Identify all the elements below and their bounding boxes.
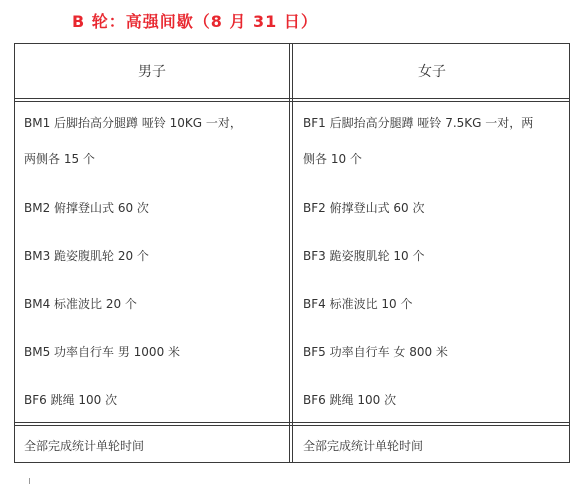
male-footer-note: 全部完成统计单轮时间 <box>24 438 145 453</box>
male-exercise-line: BM4 标准波比 20 个 <box>24 297 137 311</box>
female-exercise-line: 侧各 10 个 <box>303 152 362 166</box>
page-title: B 轮：高强间歇（8 月 31 日） <box>72 12 318 31</box>
workout-table <box>14 43 570 463</box>
male-exercise-line: 两侧各 15 个 <box>24 152 95 166</box>
female-footer-note: 全部完成统计单轮时间 <box>303 438 424 453</box>
female-exercise-line: BF3 跪姿腹肌轮 10 个 <box>303 249 425 263</box>
column-divider <box>289 44 290 462</box>
male-exercise-line: BM2 俯撑登山式 60 次 <box>24 201 149 215</box>
female-exercise-line: BF2 俯撑登山式 60 次 <box>303 201 425 215</box>
female-exercise-line: BF1 后脚抬高分腿蹲 哑铃 7.5KG 一对，两 <box>303 116 534 130</box>
column-divider <box>292 44 293 462</box>
female-exercise-line: BF6 跳绳 100 次 <box>303 393 397 407</box>
female-exercise-line: BF4 标准波比 10 个 <box>303 297 413 311</box>
header-divider <box>15 98 569 99</box>
female-exercise-line: BF5 功率自行车 女 800 米 <box>303 345 448 359</box>
male-column-header: 男子 <box>138 64 166 80</box>
male-exercise-line: BF6 跳绳 100 次 <box>24 393 118 407</box>
footer-divider <box>15 422 569 423</box>
female-column-header: 女子 <box>418 64 446 80</box>
male-exercise-line: BM5 功率自行车 男 1000 米 <box>24 345 181 359</box>
stray-mark <box>29 478 30 484</box>
male-exercise-list <box>24 102 286 422</box>
male-exercise-line: BM1 后脚抬高分腿蹲 哑铃 10KG 一对， <box>24 116 242 130</box>
male-exercise-line: BM3 跪姿腹肌轮 20 个 <box>24 249 149 263</box>
female-exercise-list <box>303 102 567 422</box>
